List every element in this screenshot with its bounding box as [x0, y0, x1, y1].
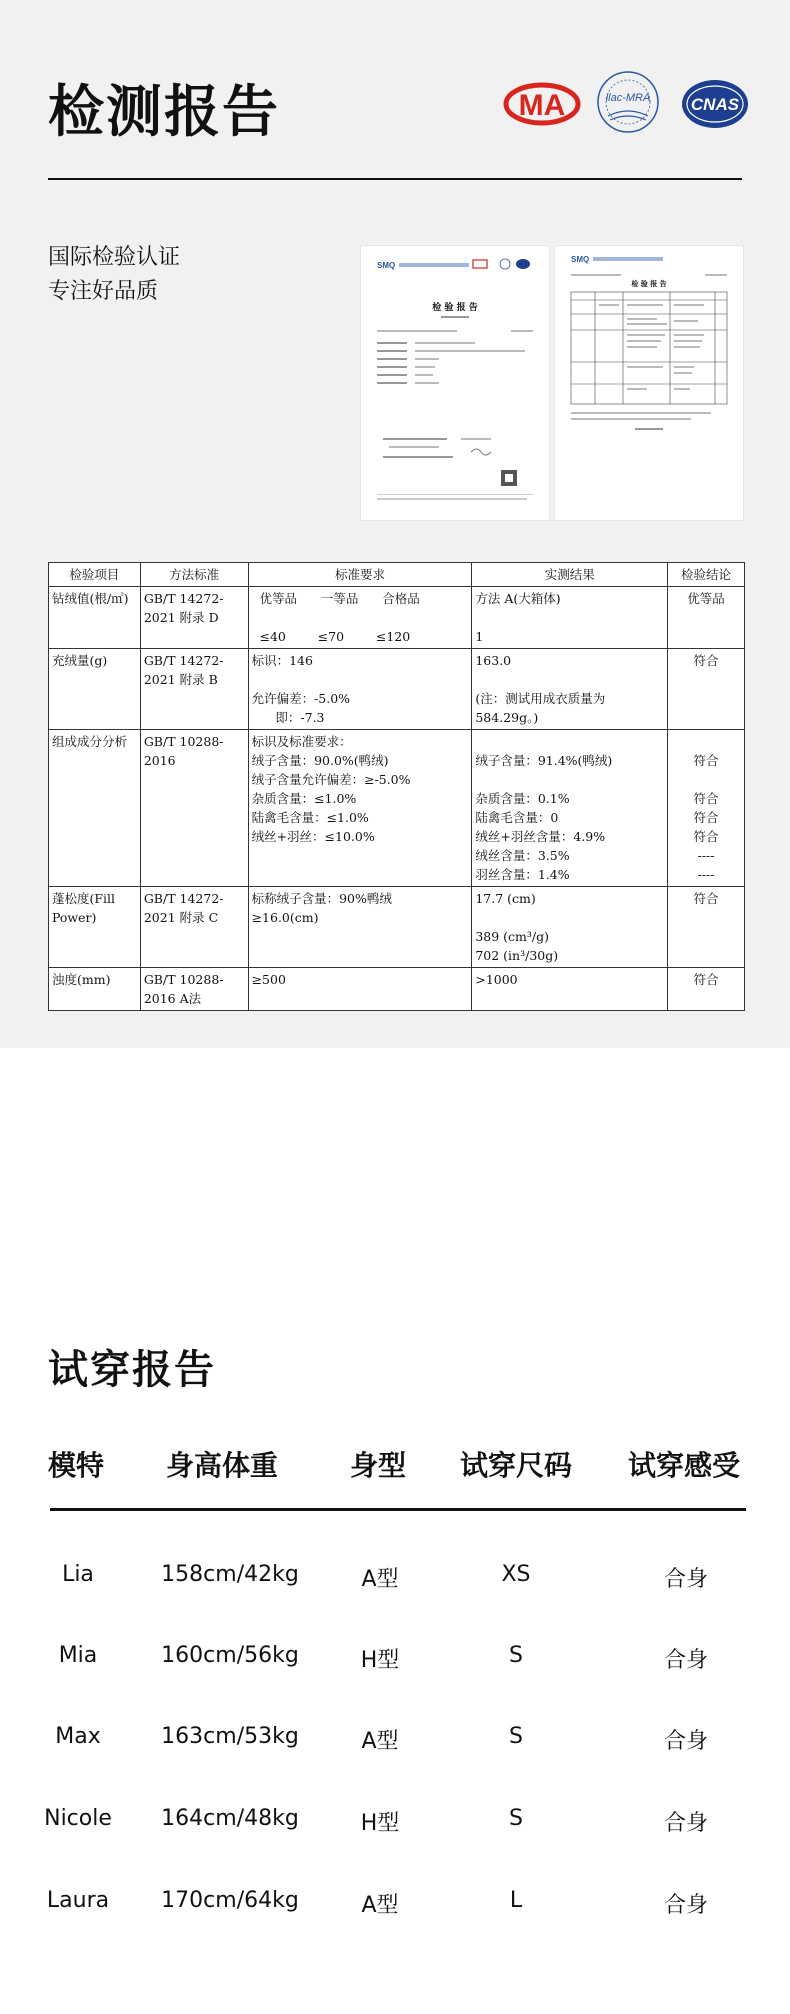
size: L [509, 1888, 523, 1913]
item-cell: 充绒量(g) [49, 649, 141, 730]
conclusion-cell: 优等品 [668, 587, 745, 649]
body-type: A型 [361, 1567, 399, 1592]
test-results-table [48, 562, 745, 1011]
conclusion-cell: 符合 [668, 649, 745, 730]
fit-feel: 合身 [663, 1648, 708, 1673]
fit-col-header-size: 试穿尺码 [460, 1449, 573, 1482]
height-weight: 164cm/48kg [161, 1806, 299, 1831]
ilac-mra-logo-icon [598, 72, 658, 132]
table-header-row [49, 563, 745, 587]
fit-col-header-feel: 试穿感受 [628, 1449, 741, 1482]
cnas-logo-icon [682, 80, 748, 128]
height-weight: 158cm/42kg [161, 1562, 299, 1587]
certification-logos [500, 70, 750, 140]
ma-logo-icon [506, 85, 578, 123]
report-page-1-thumbnail [360, 245, 550, 521]
tagline-2: 专注好品质 [48, 279, 159, 304]
result-cell: >1000 [472, 968, 668, 1011]
tagline-1: 国际检验认证 [48, 245, 181, 270]
method-cell: GB/T 14272-2021 附录 B [140, 649, 248, 730]
result-cell: 17.7 (cm) 389 (cm³/g) 702 (in³/30g) [472, 887, 668, 968]
report-2-heading: 检 验 报 告 [631, 280, 667, 288]
divider-line [48, 178, 742, 180]
body-type: A型 [361, 1729, 399, 1754]
fit-feel: 合身 [663, 1893, 708, 1918]
result-cell: 绒子含量：91.4%(鸭绒) 杂质含量：0.1% 陆禽毛含量：0 绒丝+羽丝含量：4.9% 绒丝含量：3.5% 羽丝含量：1.4% [472, 730, 668, 887]
size: S [509, 1724, 523, 1749]
fit-col-header-height-weight: 身高体重 [166, 1449, 279, 1482]
col-header-result: 实测结果 [472, 563, 668, 587]
report-page-2-thumbnail [554, 245, 744, 521]
requirement-cell: ≥500 [248, 968, 472, 1011]
height-weight: 160cm/56kg [161, 1643, 299, 1668]
page-title: 检测报告 [48, 80, 280, 145]
item-cell: 组成成分分析 [49, 730, 141, 887]
size: XS [501, 1562, 531, 1587]
height-weight: 170cm/64kg [161, 1888, 299, 1913]
size: S [509, 1643, 523, 1668]
fit-feel: 合身 [663, 1567, 708, 1592]
conclusion-cell: 符合 [668, 968, 745, 1011]
model-name: Laura [46, 1888, 110, 1913]
result-cell: 方法 A(大箱体) 1 [472, 587, 668, 649]
requirement-cell: 标识：146 允许偏差：-5.0% 即：-7.3 [248, 649, 472, 730]
smq-logo-text: SMQ [377, 261, 396, 270]
item-cell: 蓬松度(Fill Power) [49, 887, 141, 968]
item-cell: 钻绒值(根/㎡) [49, 587, 141, 649]
item-cell: 浊度(mm) [49, 968, 141, 1011]
height-weight: 163cm/53kg [161, 1724, 299, 1749]
method-cell: GB/T 14272-2021 附录 D [140, 587, 248, 649]
model-name: Max [55, 1724, 101, 1749]
table-row [49, 887, 745, 968]
table-row [49, 968, 745, 1011]
body-type: H型 [360, 1648, 400, 1673]
conclusion-cell: 符合 [668, 887, 745, 968]
body-type: H型 [360, 1811, 400, 1836]
fit-report-title: 试穿报告 [48, 1347, 216, 1393]
conclusion-cell: 符合 符合 符合 符合 ---- ---- [668, 730, 745, 887]
model-name: Mia [58, 1643, 98, 1668]
method-cell: GB/T 14272-2021 附录 C [140, 887, 248, 968]
table-row [49, 649, 745, 730]
report-1-heading: 检 验 报 告 [432, 303, 478, 313]
requirement-cell: 标识及标准要求： 绒子含量：90.0%(鸭绒) 绒子含量允许偏差：≥-5.0% 杂质含量：≤1.0% 陆禽毛含量：≤1.0% 绒丝+羽丝：≤10.0% [248, 730, 472, 887]
model-name: Nicole [44, 1806, 112, 1831]
table-row [49, 587, 745, 649]
requirement-cell: 标称绒子含量：90%鸭绒 ≥16.0(cm) [248, 887, 472, 968]
smq-logo-text: SMQ [571, 255, 590, 264]
fit-feel: 合身 [663, 1811, 708, 1836]
method-cell: GB/T 10288-2016 A法 [140, 968, 248, 1011]
body-type: A型 [361, 1893, 399, 1918]
result-cell: 163.0 (注：测试用成衣质量为 584.29g。) [472, 649, 668, 730]
method-cell: GB/T 10288-2016 [140, 730, 248, 887]
model-name: Lia [62, 1562, 94, 1587]
col-header-conclusion: 检验结论 [668, 563, 745, 587]
col-header-item: 检验项目 [49, 563, 141, 587]
cnas-logo-text: CNAS [690, 95, 740, 114]
size: S [509, 1806, 523, 1831]
ilac-logo-text: ilac-MRA [605, 92, 651, 104]
fit-col-header-model: 模特 [48, 1449, 105, 1482]
col-header-method: 方法标准 [140, 563, 248, 587]
col-header-requirement: 标准要求 [248, 563, 472, 587]
fit-col-header-body-type: 身型 [350, 1449, 407, 1482]
requirement-cell: 优等品 一等品 合格品 ≤40 ≤70 ≤120 [248, 587, 472, 649]
fit-header-divider [50, 1508, 746, 1511]
fit-feel: 合身 [663, 1729, 708, 1754]
ma-logo-text: MA [518, 89, 566, 122]
table-row [49, 730, 745, 887]
